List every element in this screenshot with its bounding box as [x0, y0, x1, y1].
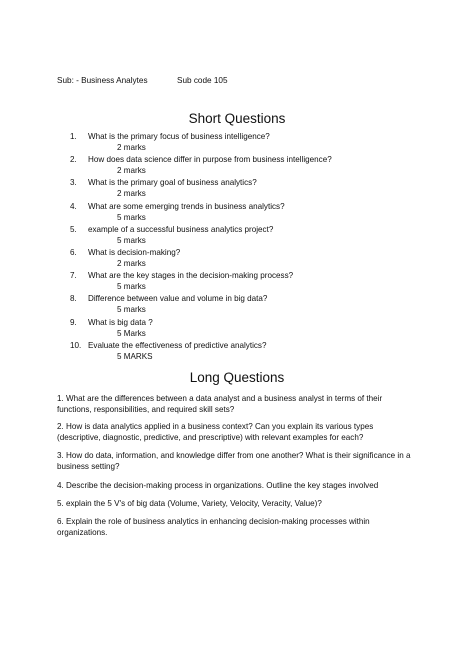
long-question-item: 6. Explain the role of business analytics in enhancing decision-making processes within organizations.: [57, 517, 370, 537]
question-text: What is the primary focus of business intelligence?: [88, 132, 270, 141]
question-number: 3.: [70, 178, 77, 188]
long-questions-heading: Long Questions: [189, 370, 285, 385]
long-question-item: 2. How is data analytics applied in a business context? Can you explain its various types (descriptive, diagnostic, predictive, and prescriptive) with relevant examples for each?: [57, 422, 374, 442]
subject-code: Sub code 105: [177, 76, 228, 85]
question-number: 2.: [70, 155, 77, 165]
question-marks: 5 marks: [117, 282, 146, 292]
question-number: 9.: [70, 317, 77, 327]
question-marks: 5 MARKS: [117, 351, 153, 361]
question-marks: 2 marks: [117, 143, 146, 152]
long-question-item: 3. How do data, information, and knowledge differ from one another? What is their significance in a business setting?: [57, 451, 411, 471]
long-question-item: 1. What are the differences between a data analyst and a business analyst in terms of their functions, responsibilities, and required skill sets?: [57, 394, 383, 414]
question-text: example of a successful business analytics project?: [88, 224, 274, 234]
question-text: What are the key stages in the decision-making process?: [88, 271, 294, 281]
question-marks: 5 marks: [117, 235, 146, 245]
question-number: 8.: [70, 294, 77, 304]
question-text: What is decision-making?: [88, 248, 181, 257]
subject-label: Sub: - Business Analytes: [57, 76, 148, 85]
question-number: 7.: [70, 271, 77, 281]
question-marks: 2 marks: [117, 259, 146, 268]
question-marks: 5 marks: [117, 212, 146, 222]
question-marks: 5 marks: [117, 305, 146, 315]
question-number: 6.: [70, 248, 77, 257]
question-text: Difference between value and volume in big data?: [88, 294, 268, 304]
question-number: 5.: [70, 224, 77, 234]
question-number: 4.: [70, 201, 77, 211]
question-number: 1.: [70, 132, 77, 141]
question-text: How does data science differ in purpose from business intelligence?: [88, 155, 332, 165]
question-number: 10.: [70, 340, 82, 350]
subject-header: [57, 76, 228, 85]
long-question-item: 4. Describe the decision-making process in organizations. Outline the key stages involved: [57, 481, 379, 490]
question-marks: 5 Marks: [117, 328, 146, 338]
question-marks: 2 marks: [117, 189, 146, 199]
question-text: What is big data ?: [88, 317, 153, 327]
long-question-item: 5. explain the 5 V's of big data (Volume, Variety, Velocity, Veracity, Value)?: [57, 499, 322, 508]
question-text: Evaluate the effectiveness of predictive analytics?: [88, 340, 267, 350]
question-marks: 2 marks: [117, 166, 146, 176]
question-text: What are some emerging trends in business analytics?: [88, 201, 285, 211]
short-questions-heading: Short Questions: [188, 111, 286, 126]
question-text: What is the primary goal of business analytics?: [88, 178, 257, 188]
